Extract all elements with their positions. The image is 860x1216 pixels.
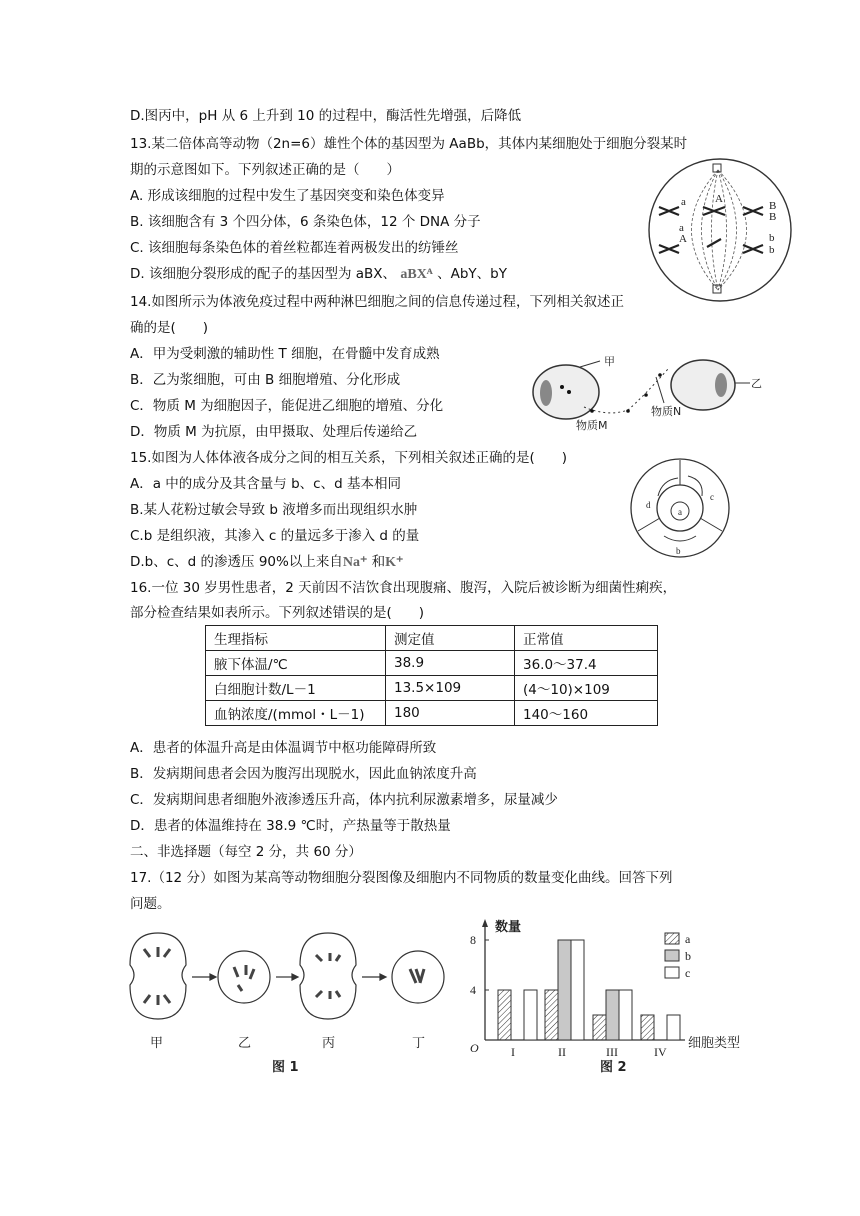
table-cell: 13.5×109 xyxy=(386,676,515,701)
q13-option-c: C. 该细胞每条染色体的着丝粒都连着两极发出的纺锤丝 xyxy=(130,240,459,256)
q16-option-c: C．发病期间患者细胞外液渗透压升高，体内抗利尿激素增多，尿量减少 xyxy=(130,792,558,808)
stage-label-jia: 甲 xyxy=(150,1036,164,1051)
bar-a xyxy=(498,990,511,1040)
y-axis-label: 数量 xyxy=(495,920,522,935)
x-tick-label: I xyxy=(511,1045,515,1059)
q16-option-a: A．患者的体温升高是由体温调节中枢功能障碍所致 xyxy=(130,740,437,756)
bar-a xyxy=(545,990,558,1040)
gene-label: b xyxy=(769,244,775,256)
bar-a xyxy=(593,1015,606,1040)
q17-stem: 17.（12 分）如图为某高等动物细胞分裂图像及细胞内不同物质的数量变化曲线。回答下列 xyxy=(130,870,673,886)
k-ion: K⁺ xyxy=(385,555,404,570)
q15-option-d xyxy=(130,552,403,573)
stage-label-yi: 乙 xyxy=(238,1036,252,1051)
legend-label: b xyxy=(685,949,691,963)
physiology-table xyxy=(205,625,658,726)
q13-option-d-tail: 、AbY、bY xyxy=(437,266,507,282)
table-cell: 血钠浓度/(mmol・L－1) xyxy=(206,701,386,726)
q14-option-d: D．物质 M 为抗原，由甲摄取、处理后传递给乙 xyxy=(130,424,418,440)
figure-2-caption: 图 2 xyxy=(600,1060,627,1075)
gene-label: a xyxy=(681,196,686,208)
table-cell: 140～160 xyxy=(515,701,658,726)
bar-c xyxy=(667,1015,680,1040)
q13-stem: 13.某二倍体高等动物（2n=6）雄性个体的基因型为 AaBb，其体内某细胞处于细胞分裂某时 xyxy=(130,136,688,152)
x-tick-label: II xyxy=(558,1045,566,1059)
fluid-label-a: a xyxy=(678,507,682,517)
table-cell: 腋下体温/℃ xyxy=(206,651,386,676)
cell-yi-label: 乙 xyxy=(751,377,762,390)
q13-option-d xyxy=(130,264,507,285)
lymphocyte-figure xyxy=(528,355,768,435)
table-cell: (4～10)×109 xyxy=(515,676,658,701)
fluid-label-b: b xyxy=(676,546,681,556)
table-header: 生理指标 xyxy=(206,626,386,651)
table-cell: 38.9 xyxy=(386,651,515,676)
bar-c xyxy=(571,940,584,1040)
substance-n-label: 物质N xyxy=(651,405,682,418)
q15-option-c: C.b 是组织液，其渗入 c 的量远多于渗入 d 的量 xyxy=(130,528,420,544)
q13-stem-cont: 期的示意图如下。下列叙述正确的是（ ） xyxy=(130,162,400,178)
table-header: 测定值 xyxy=(386,626,515,651)
q17-stem-cont: 问题。 xyxy=(130,896,171,912)
substance-m-label: 物质M xyxy=(576,419,608,432)
gene-label: B xyxy=(769,211,777,223)
q13-option-d-text: D. 该细胞分裂形成的配子的基因型为 aBX、 xyxy=(130,266,397,282)
table-row xyxy=(206,701,658,726)
q16-option-b: B．发病期间患者会因为腹泻出现脱水，因此血钠浓度升高 xyxy=(130,766,477,782)
legend-swatch-a xyxy=(665,933,679,944)
figure-1-caption: 图 1 xyxy=(272,1060,299,1075)
and-text: 和 xyxy=(367,554,386,570)
legend-swatch-b xyxy=(665,950,679,961)
q16-stem: 16.一位 30 岁男性患者，2 天前因不洁饮食出现腹痛、腹泻，入院后被诊断为细菌性痢疾， xyxy=(130,580,677,596)
table-cell: 36.0～37.4 xyxy=(515,651,658,676)
x-axis-label: 细胞类型 xyxy=(688,1036,741,1051)
gene-label: A xyxy=(679,233,687,245)
table-header: 正常值 xyxy=(515,626,658,651)
legend-label: c xyxy=(685,966,691,980)
x-tick-label: IV xyxy=(654,1045,667,1059)
q14-stem-cont: 确的是( ) xyxy=(130,320,209,336)
q15-stem: 15.如图为人体体液各成分之间的相互关系，下列相关叙述正确的是( ) xyxy=(130,450,568,466)
bar-c xyxy=(524,990,537,1040)
y-axis-arrow xyxy=(482,919,488,927)
table-row xyxy=(206,676,658,701)
q14-option-c: C．物质 M 为细胞因子，能促进乙细胞的增殖、分化 xyxy=(130,398,444,414)
cell-jia-label: 甲 xyxy=(604,355,615,368)
y-tick-label: 8 xyxy=(470,933,476,947)
q15-option-b: B.某人花粉过敏会导致 b 液增多而出现组织水肿 xyxy=(130,502,418,518)
q14-option-b: B．乙为浆细胞，可由 B 细胞增殖、分化形成 xyxy=(130,372,401,388)
q14-stem: 14.如图所示为体液免疫过程中两种淋巴细胞之间的信息传递过程，下列相关叙述正 xyxy=(130,294,624,310)
gene-label: A xyxy=(715,193,723,205)
table-header-row xyxy=(206,626,658,651)
bar-a xyxy=(641,1015,654,1040)
cell-division-figure xyxy=(645,155,795,305)
q16-stem-cont: 部分检查结果如表所示。下列叙述错误的是( ) xyxy=(130,605,425,621)
y-tick-label: 4 xyxy=(470,983,476,997)
bar-c xyxy=(619,990,632,1040)
gene-label: B xyxy=(769,200,777,212)
stage-label-bing: 丙 xyxy=(322,1036,336,1051)
q13-genotype-image: aBXᴬ xyxy=(400,267,433,282)
q14-option-a: A．甲为受刺激的辅助性 T 细胞，在骨髓中发育成熟 xyxy=(130,346,440,362)
na-ion: Na⁺ xyxy=(342,555,368,570)
gene-label: a xyxy=(679,222,684,234)
option-d-line: D.图丙中，pH 从 6 上升到 10 的过程中，酶活性先增强，后降低 xyxy=(130,108,522,124)
bar-b xyxy=(558,940,571,1040)
section-heading: 二、非选择题（每空 2 分，共 60 分） xyxy=(130,844,362,860)
y-tick-label: O xyxy=(470,1041,479,1055)
stage-label-ding: 丁 xyxy=(412,1036,426,1051)
q13-option-b: B. 该细胞含有 3 个四分体，6 条染色体，12 个 DNA 分子 xyxy=(130,214,481,230)
figure-1 xyxy=(120,925,450,1075)
fluid-label-d: d xyxy=(646,500,651,510)
figure-2-bar-chart xyxy=(460,915,770,1080)
table-row xyxy=(206,651,658,676)
q15-option-d-text: D.b、c、d 的渗透压 90%以上来自 xyxy=(130,554,343,570)
body-fluid-figure xyxy=(628,456,732,560)
x-tick-label: III xyxy=(606,1045,618,1059)
q13-option-a: A. 形成该细胞的过程中发生了基因突变和染色体变异 xyxy=(130,188,445,204)
q16-option-d: D．患者的体温维持在 38.9 ℃时，产热量等于散热量 xyxy=(130,818,451,834)
fluid-label-c: c xyxy=(710,492,714,502)
q15-option-a: A．a 中的成分及其含量与 b、c、d 基本相同 xyxy=(130,476,401,492)
bar-b xyxy=(606,990,619,1040)
legend-label: a xyxy=(685,932,691,946)
gene-label: b xyxy=(769,232,775,244)
table-cell: 白细胞计数/L－1 xyxy=(206,676,386,701)
table-cell: 180 xyxy=(386,701,515,726)
legend-swatch-c xyxy=(665,967,679,978)
